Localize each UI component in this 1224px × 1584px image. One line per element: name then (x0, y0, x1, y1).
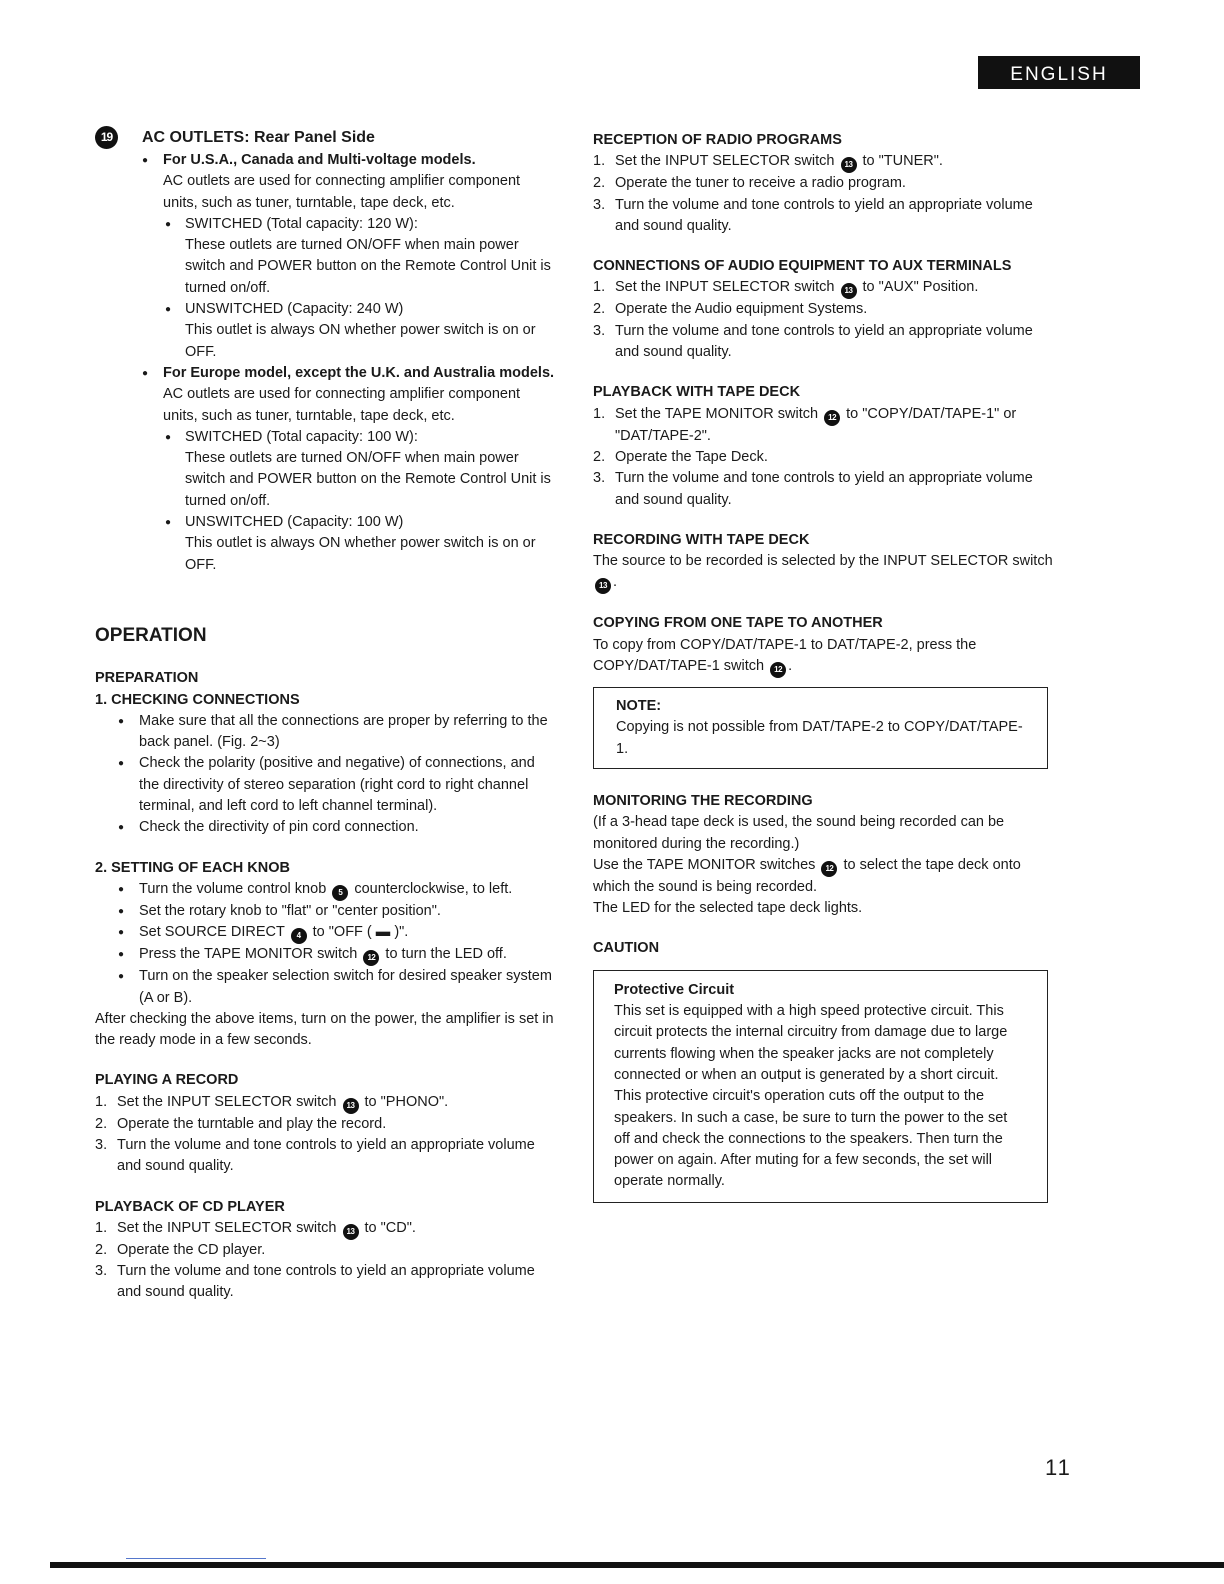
control-number-icon: 12 (363, 950, 379, 966)
europe-outlet-list (163, 427, 557, 576)
usa-models-desc: AC outlets are used for connecting amplifier component units, such as tuner, turntable, tape deck, etc. (163, 173, 521, 211)
body-text: . (613, 574, 618, 591)
step-number: 3. (593, 196, 606, 213)
step-item (95, 1135, 557, 1178)
step-item (593, 321, 1053, 364)
playing-record-heading: PLAYING A RECORD (95, 1072, 239, 1089)
step-text: Operate the Audio equipment Systems. (615, 301, 868, 318)
caution-heading: CAUTION (593, 940, 660, 957)
monitoring-text-2 (593, 855, 1053, 898)
step-text: to "COPY/DAT/TAPE-1" or "DAT/TAPE-2". (615, 405, 1017, 444)
step-number: 1. (95, 1093, 108, 1110)
step-item (593, 173, 1053, 194)
usa-models-label: ● For U.S.A., Canada and Multi-voltage models. (163, 152, 476, 168)
body-text: Use the TAPE MONITOR switches (593, 856, 816, 873)
copying-text (593, 635, 1053, 678)
bottom-rule (50, 1562, 1224, 1568)
setting-knob-heading: 2. SETTING OF EACH KNOB (95, 859, 290, 876)
step-text: Operate the Tape Deck. (615, 448, 768, 465)
step-text: Operate the CD player. (117, 1241, 266, 1258)
checking-item: ● Check the polarity (positive and negative) of connections, and the directivity of stereo separation (right cord to right channel terminal, and left cord to left channel terminal). (139, 753, 557, 817)
usa-models-item (163, 150, 557, 363)
step-number: 2. (95, 1241, 108, 1258)
setting-item (139, 922, 557, 944)
language-tab: ENGLISH (978, 56, 1140, 89)
step-text: to "CD". (364, 1219, 416, 1236)
setting-text: Set SOURCE DIRECT (139, 924, 285, 941)
step-text: Turn the volume and tone controls to yield an appropriate volume and sound quality. (117, 1263, 535, 1301)
step-number: 2. (593, 175, 606, 192)
monitoring-text-3: The LED for the selected tape deck lights. (593, 900, 863, 917)
step-number: 1. (593, 279, 606, 296)
step-text: Set the TAPE MONITOR switch (615, 405, 819, 422)
step-number: 1. (593, 405, 606, 422)
scan-artifact-line (126, 1558, 266, 1559)
caution-box-title: Protective Circuit (614, 981, 735, 998)
monitoring-text-1: (If a 3-head tape deck is used, the sound being recorded can be monitored during the recording.) (593, 814, 1005, 852)
setting-item (139, 944, 557, 966)
page-number: 11 (1045, 1455, 1072, 1480)
checking-connections-list (139, 711, 557, 839)
playback-tape-steps (593, 404, 1053, 511)
europe-unswitched-title: ● UNSWITCHED (Capacity: 100 W) (185, 514, 404, 531)
recording-tape-heading: RECORDING WITH TAPE DECK (593, 531, 810, 548)
setting-item: ● Turn on the speaker selection switch for desired speaker system (A or B). (139, 966, 557, 1009)
body-text: to select the tape deck onto which the sound is being recorded. (593, 856, 1021, 895)
playback-cd-steps (95, 1218, 557, 1304)
step-item (593, 151, 1053, 173)
setting-item (139, 879, 557, 901)
item-number-badge: 19 (95, 126, 118, 149)
reception-radio-heading: RECEPTION OF RADIO PROGRAMS (593, 132, 842, 148)
setting-knob-list (139, 879, 557, 1009)
setting-text: Press the TAPE MONITOR switch (139, 946, 358, 963)
body-text: The source to be recorded is selected by the INPUT SELECTOR switch (593, 553, 1053, 570)
step-text: Turn the volume and tone controls to yield an appropriate volume and sound quality. (615, 470, 1033, 508)
operation-title: OPERATION (95, 624, 207, 646)
step-text: Turn the volume and tone controls to yield an appropriate volume and sound quality. (615, 196, 1033, 234)
step-item (95, 1114, 557, 1135)
step-text: Operate the tuner to receive a radio program. (615, 175, 906, 192)
aux-steps (593, 277, 1053, 363)
control-number-icon: 5 (332, 885, 348, 901)
checking-connections-heading: 1. CHECKING CONNECTIONS (95, 691, 300, 708)
step-text: Operate the turntable and play the record. (117, 1115, 387, 1132)
caution-box (593, 970, 1048, 1203)
ac-outlets-list (163, 150, 557, 576)
caution-box-text: This set is equipped with a high speed protective circuit. This circuit protects the internal circuitry from damage due to large currents flowing when the speaker jacks are not completely connected or when an output is generated by a short circuit. This protective circuit's operation cuts off the output to the speakers. In such a case, be sure to turn the power to the set off and check the connections to the speakers. Then turn the power on again. After muting for a few seconds, the set will operate normally. (614, 1003, 1008, 1190)
setting-text: counterclockwise, to left. (354, 880, 513, 897)
setting-item: ● Set the rotary knob to "flat" or "center position". (139, 901, 557, 922)
playing-record-steps (95, 1092, 557, 1178)
control-number-icon: 13 (343, 1098, 359, 1114)
usa-outlet-list (163, 214, 557, 363)
step-item (95, 1261, 557, 1304)
copying-heading: COPYING FROM ONE TAPE TO ANOTHER (593, 615, 883, 632)
note-title: NOTE: (616, 698, 662, 715)
step-item (593, 277, 1053, 299)
left-column (95, 126, 557, 1304)
step-text: Set the INPUT SELECTOR switch (117, 1219, 337, 1236)
europe-models-desc: AC outlets are used for connecting amplifier component units, such as tuner, turntable, tape deck, etc. (163, 386, 521, 424)
step-item (593, 404, 1053, 447)
europe-unswitched-desc: This outlet is always ON whether power switch is on or OFF. (185, 535, 536, 573)
setting-text: Turn the volume control knob (139, 880, 327, 897)
step-item (593, 195, 1053, 238)
step-number: 3. (593, 470, 606, 487)
europe-switched-desc: These outlets are turned ON/OFF when main power switch and POWER button on the Remote Control Unit is turned on/off. (185, 450, 551, 509)
control-number-icon: 13 (595, 578, 611, 594)
step-number: 3. (95, 1136, 108, 1153)
control-number-icon: 12 (770, 662, 786, 678)
step-text: to "TUNER". (862, 153, 943, 170)
ac-outlets-heading (95, 126, 557, 149)
step-text: Set the INPUT SELECTOR switch (117, 1093, 337, 1110)
step-item (593, 447, 1053, 468)
control-number-icon: 4 (291, 928, 307, 944)
right-column (593, 130, 1053, 1203)
step-number: 2. (95, 1115, 108, 1132)
step-item (95, 1092, 557, 1114)
europe-switched-item (185, 427, 557, 512)
step-number: 3. (593, 322, 606, 339)
usa-unswitched-title: ● UNSWITCHED (Capacity: 240 W) (185, 301, 404, 318)
step-text: Turn the volume and tone controls to yield an appropriate volume and sound quality. (117, 1136, 535, 1175)
step-text: Set the INPUT SELECTOR switch (615, 279, 835, 296)
checking-item: ● Make sure that all the connections are proper by referring to the back panel. (Fig. 2~3) (139, 711, 557, 754)
note-text: Copying is not possible from DAT/TAPE-2 to COPY/DAT/TAPE-1. (616, 719, 1023, 757)
step-text: Turn the volume and tone controls to yield an appropriate volume and sound quality. (615, 322, 1033, 361)
usa-switched-item (185, 214, 557, 299)
usa-unswitched-item (185, 299, 557, 363)
control-number-icon: 13 (841, 157, 857, 173)
step-item (95, 1218, 557, 1240)
step-item (95, 1240, 557, 1261)
note-box (593, 687, 1048, 769)
after-checking-text: After checking the above items, turn on the power, the amplifier is set in the ready mode in a few seconds. (95, 1010, 554, 1049)
playback-cd-heading: PLAYBACK OF CD PLAYER (95, 1198, 285, 1215)
preparation-heading: PREPARATION (95, 670, 199, 687)
usa-unswitched-desc: This outlet is always ON whether power switch is on or OFF. (185, 322, 536, 360)
playback-tape-heading: PLAYBACK WITH TAPE DECK (593, 384, 801, 401)
step-number: 1. (95, 1219, 108, 1236)
setting-text: to "OFF ( ▬ )". (312, 924, 409, 941)
monitoring-heading: MONITORING THE RECORDING (593, 792, 813, 809)
body-text: To copy from COPY/DAT/TAPE-1 to DAT/TAPE-2, press the COPY/DAT/TAPE-1 switch (593, 636, 977, 675)
step-text: to "PHONO". (364, 1093, 449, 1110)
step-number: 3. (95, 1263, 108, 1280)
step-text: Set the INPUT SELECTOR switch (615, 153, 835, 170)
step-number: 2. (593, 448, 606, 465)
europe-switched-title: ● SWITCHED (Total capacity: 100 W): (185, 428, 418, 445)
control-number-icon: 13 (841, 283, 857, 299)
recording-tape-text (593, 551, 1053, 594)
step-item (593, 468, 1053, 511)
step-text: to "AUX" Position. (862, 279, 979, 296)
control-number-icon: 12 (821, 861, 837, 877)
usa-switched-title: ● SWITCHED (Total capacity: 120 W): (185, 215, 418, 232)
ac-outlets-title: AC OUTLETS: Rear Panel Side (142, 128, 375, 146)
step-number: 1. (593, 153, 606, 170)
setting-text: to turn the LED off. (385, 946, 507, 963)
aux-heading: CONNECTIONS OF AUDIO EQUIPMENT TO AUX TERMINALS (593, 258, 1012, 275)
reception-radio-steps (593, 151, 1053, 237)
europe-unswitched-item (185, 512, 557, 576)
step-item (593, 299, 1053, 320)
control-number-icon: 12 (824, 410, 840, 426)
checking-item: ● Check the directivity of pin cord connection. (139, 817, 557, 838)
control-number-icon: 13 (343, 1224, 359, 1240)
body-text: . (788, 658, 793, 675)
europe-models-label: ● For Europe model, except the U.K. and Australia models. (163, 364, 555, 381)
usa-switched-desc: These outlets are turned ON/OFF when main power switch and POWER button on the Remote Control Unit is turned on/off. (185, 237, 551, 296)
europe-models-item (163, 363, 557, 576)
step-number: 2. (593, 301, 606, 318)
